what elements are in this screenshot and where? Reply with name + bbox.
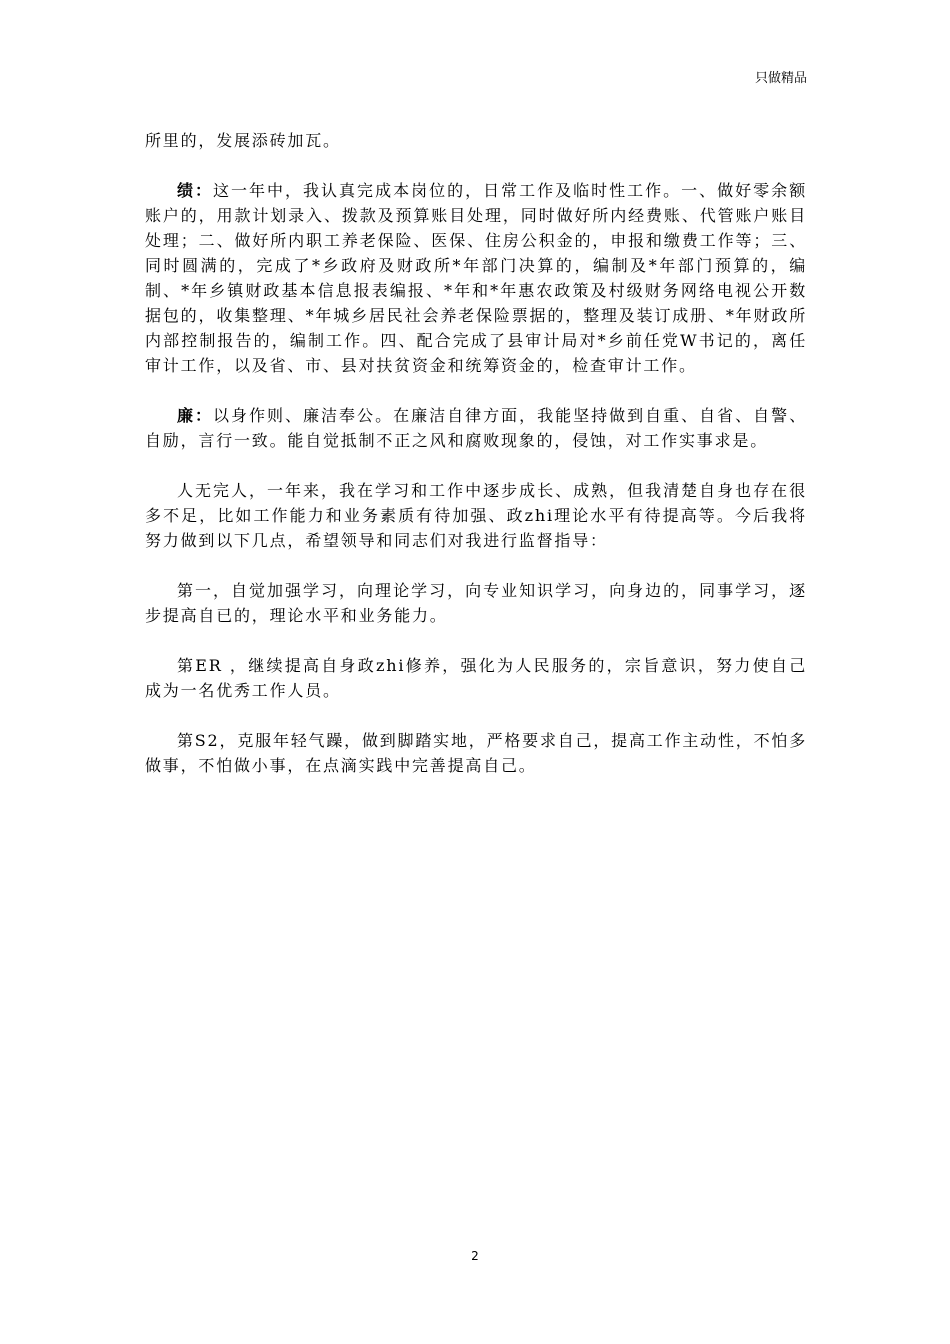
paragraph-text: 第ER ，继续提高自身政zhi修养，强化为人民服务的，宗旨意识，努力使自己成为一名优秀工作人员。	[145, 656, 807, 700]
paragraph-point-one	[145, 578, 807, 628]
paragraph-integrity	[145, 403, 807, 453]
paragraph-lead-label: 廉：	[177, 406, 214, 425]
paragraph-text: 这一年中，我认真完成本岗位的，日常工作及临时性工作。一、做好零余额账户的，用款计划录入、拨款及预算账目处理，同时做好所内经费账、代管账户账目处理；二、做好所内职工养老保险、医保、住房公积金的，申报和缴费工作等；三、同时圆满的，完成了*乡政府及财政所*年部门决算的，编制及*年部门预算的，编制、*年乡镇财政基本信息报表编报、*年和*年惠农政策及村级财务网络电视公开数据包的，收集整理、*年城乡居民社会养老保险票据的，整理及装订成册、*年财政所内部控制报告的，编制工作。四、配合完成了县审计局对*乡前任党W书记的，离任审计工作，以及省、市、县对扶贫资金和统筹资金的，检查审计工作。	[145, 181, 807, 375]
paragraph-text: 所里的，发展添砖加瓦。	[145, 131, 341, 150]
paragraph-text: 第S2，克服年轻气躁，做到脚踏实地，严格要求自己，提高工作主动性，不怕多做事，不怕做小事，在点滴实践中完善提高自己。	[145, 731, 807, 775]
page-header: 只做精品	[754, 71, 807, 86]
paragraph-text: 人无完人，一年来，我在学习和工作中逐步成长、成熟，但我清楚自身也存在很多不足，比如工作能力和业务素质有待加强、政zhi理论水平有待提高等。今后我将努力做到以下几点，希望领导和同志们对我进行监督指导：	[145, 481, 807, 550]
document-body	[145, 128, 807, 803]
paragraph-achievements	[145, 178, 807, 378]
page-number: 2	[471, 1249, 479, 1263]
paragraph-continuation	[145, 128, 807, 153]
paragraph-text: 以身作则、廉洁奉公。在廉洁自律方面，我能坚持做到自重、自省、自警、自励，言行一致。能自觉抵制不正之风和腐败现象的，侵蚀，对工作实事求是。	[145, 406, 807, 450]
paragraph-shortcomings	[145, 478, 807, 553]
paragraph-point-two	[145, 653, 807, 703]
paragraph-point-three	[145, 728, 807, 778]
paragraph-text: 第一，自觉加强学习，向理论学习，向专业知识学习，向身边的，同事学习，逐步提高自已的，理论水平和业务能力。	[145, 581, 807, 625]
paragraph-lead-label: 绩：	[177, 181, 214, 200]
